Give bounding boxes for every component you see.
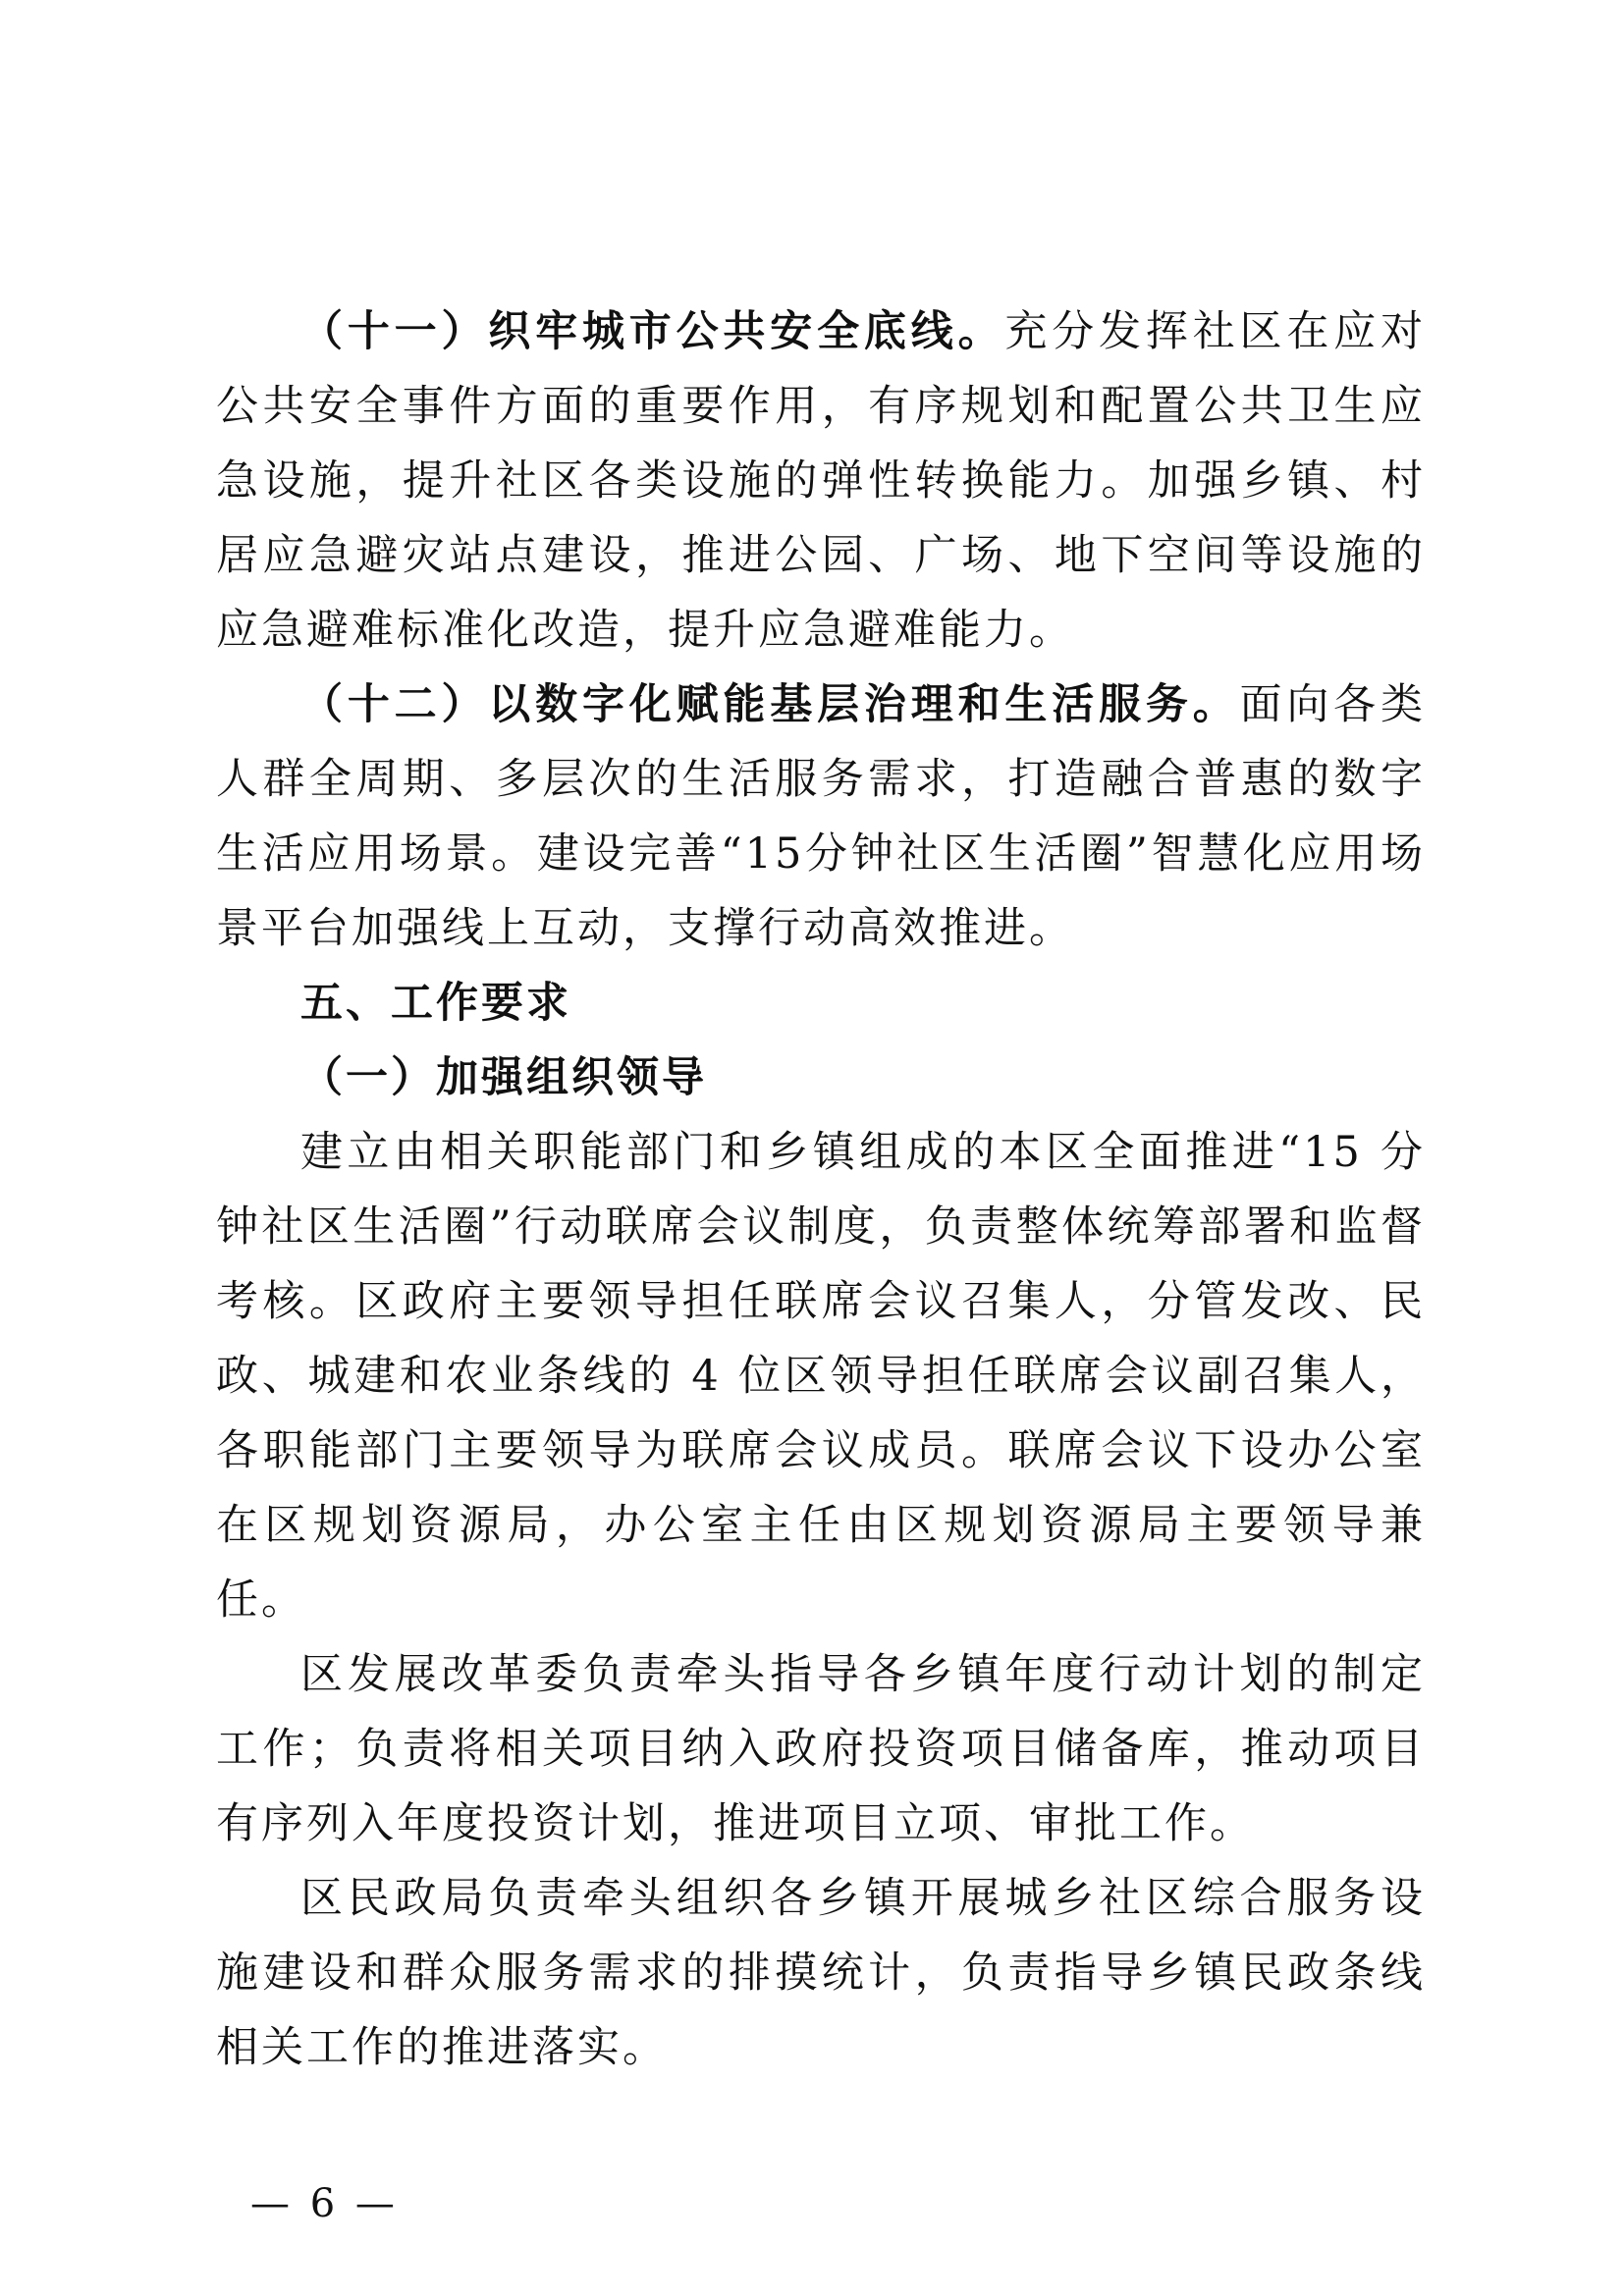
body-paragraph: 区发展改革委负责牵头指导各乡镇年度行动计划的制定工作；负责将相关项目纳入政府投资项目储备库，推动项目有序列入年度投资计划，推进项目立项、审批工作。 [216,1650,1426,1848]
paragraph-text: 面向各类人群全周期、多层次的生活服务需求，打造融合普惠的数字生活应用场景。建设完善“15分钟社区生活圈”智慧化应用场景平台加强线上互动，支撑行动高效推进。 [216,680,1427,953]
subsection-heading: （一）加强组织领导 [300,1053,707,1102]
body-paragraph: 区民政局负责牵头组织各乡镇开展城乡社区综合服务设施建设和群众服务需求的排摸统计，负责指导乡镇民政条线相关工作的推进落实。 [216,1874,1426,2072]
paragraph-lead: （十一）织牢城市公共安全底线。 [300,307,1005,356]
paragraph-lead: （十二）以数字化赋能基层治理和生活服务。 [300,680,1240,729]
page-number: — 6 — [250,2181,399,2226]
body-paragraph: 建立由相关职能部门和乡镇组成的本区全面推进“15 分钟社区生活圈”行动联席会议制度，负责整体统筹部署和监督考核。区政府主要领导担任联席会议召集人，分管发改、民政、城建和农业条线的 4 位区领导担任联席会议副召集人，各职能部门主要领导为联席会议成员。联席会议下设办公室在区规划资源局，办公室主任由区规划资源局主要领导兼任。 [216,1128,1426,1625]
paragraph-digital-governance [216,667,1426,966]
section-heading: 五、工作要求 [300,979,571,1028]
paragraph-text: 充分发挥社区在应对公共安全事件方面的重要作用，有序规划和配置公共卫生应急设施，提升社区各类设施的弹性转换能力。加强乡镇、村居应急避灾站点建设，推进公园、广场、地下空间等设施的应急避难标准化改造，提升应急避难能力。 [216,307,1427,655]
document-page [216,294,1426,2085]
paragraph-public-safety [216,294,1426,667]
